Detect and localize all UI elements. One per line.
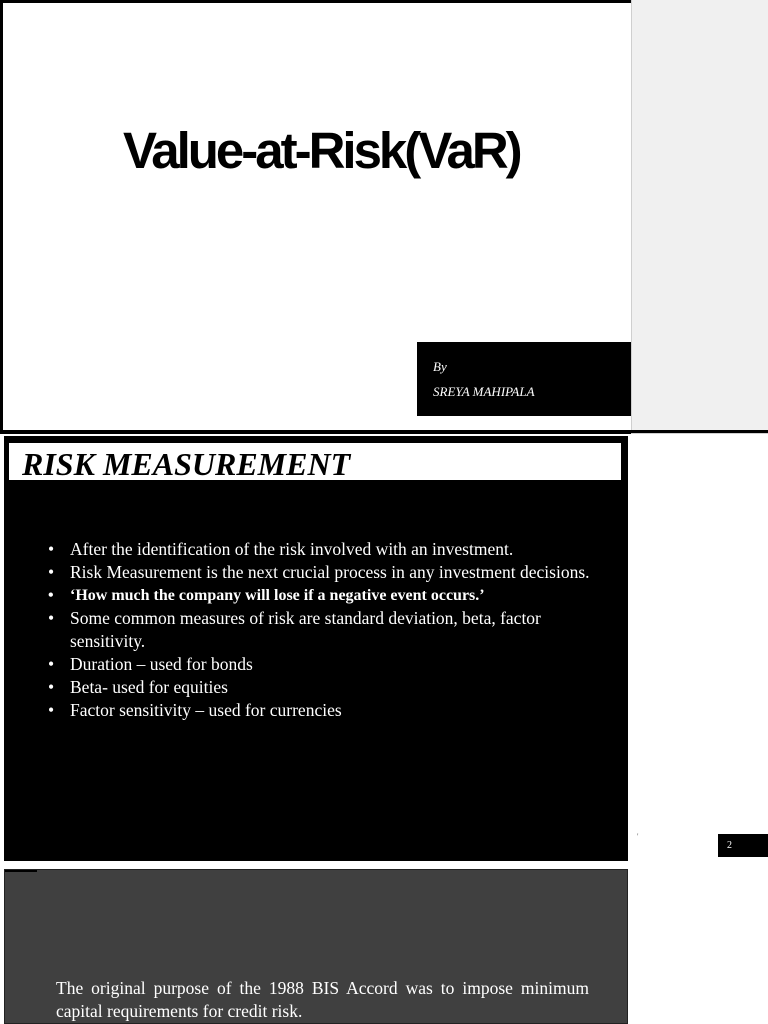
author-name: SREYA MAHIPALA [433, 384, 535, 399]
page-number-badge: 2 [718, 834, 768, 857]
bullet-list [46, 538, 601, 722]
bullet-item: • Duration – used for bonds [46, 653, 601, 676]
slide-title: RISK MEASUREMENT [22, 446, 351, 482]
bullet-item: • Beta- used for equities [46, 676, 601, 699]
bullet-item: • Some common measures of risk are standard deviation, beta, factor sensitivity. [46, 607, 601, 653]
bullet-item: • Risk Measurement is the next crucial process in any investment decisions. [46, 561, 601, 584]
presentation-title: Value-at-Risk(VaR) [123, 122, 520, 179]
author-by-label: By [433, 359, 447, 374]
author-box [417, 342, 631, 416]
bullet-item: • After the identification of the risk involved with an investment. [46, 538, 601, 561]
tick-mark: ' [637, 832, 639, 841]
side-panel [631, 0, 768, 434]
bis-accord-slide [4, 869, 628, 1024]
slide-header-bar [9, 443, 621, 480]
bullet-item: • Factor sensitivity – used for currencies [46, 699, 601, 722]
corner-mark [5, 870, 37, 872]
risk-measurement-slide [4, 436, 628, 861]
title-slide [0, 0, 634, 434]
bullet-item-quote: • ‘How much the company will lose if a negative event occurs.’ [46, 584, 601, 607]
slide-body-text: The original purpose of the 1988 BIS Accord was to impose minimum capital requirements for credit risk. [56, 978, 589, 1021]
slide-divider [0, 430, 768, 433]
